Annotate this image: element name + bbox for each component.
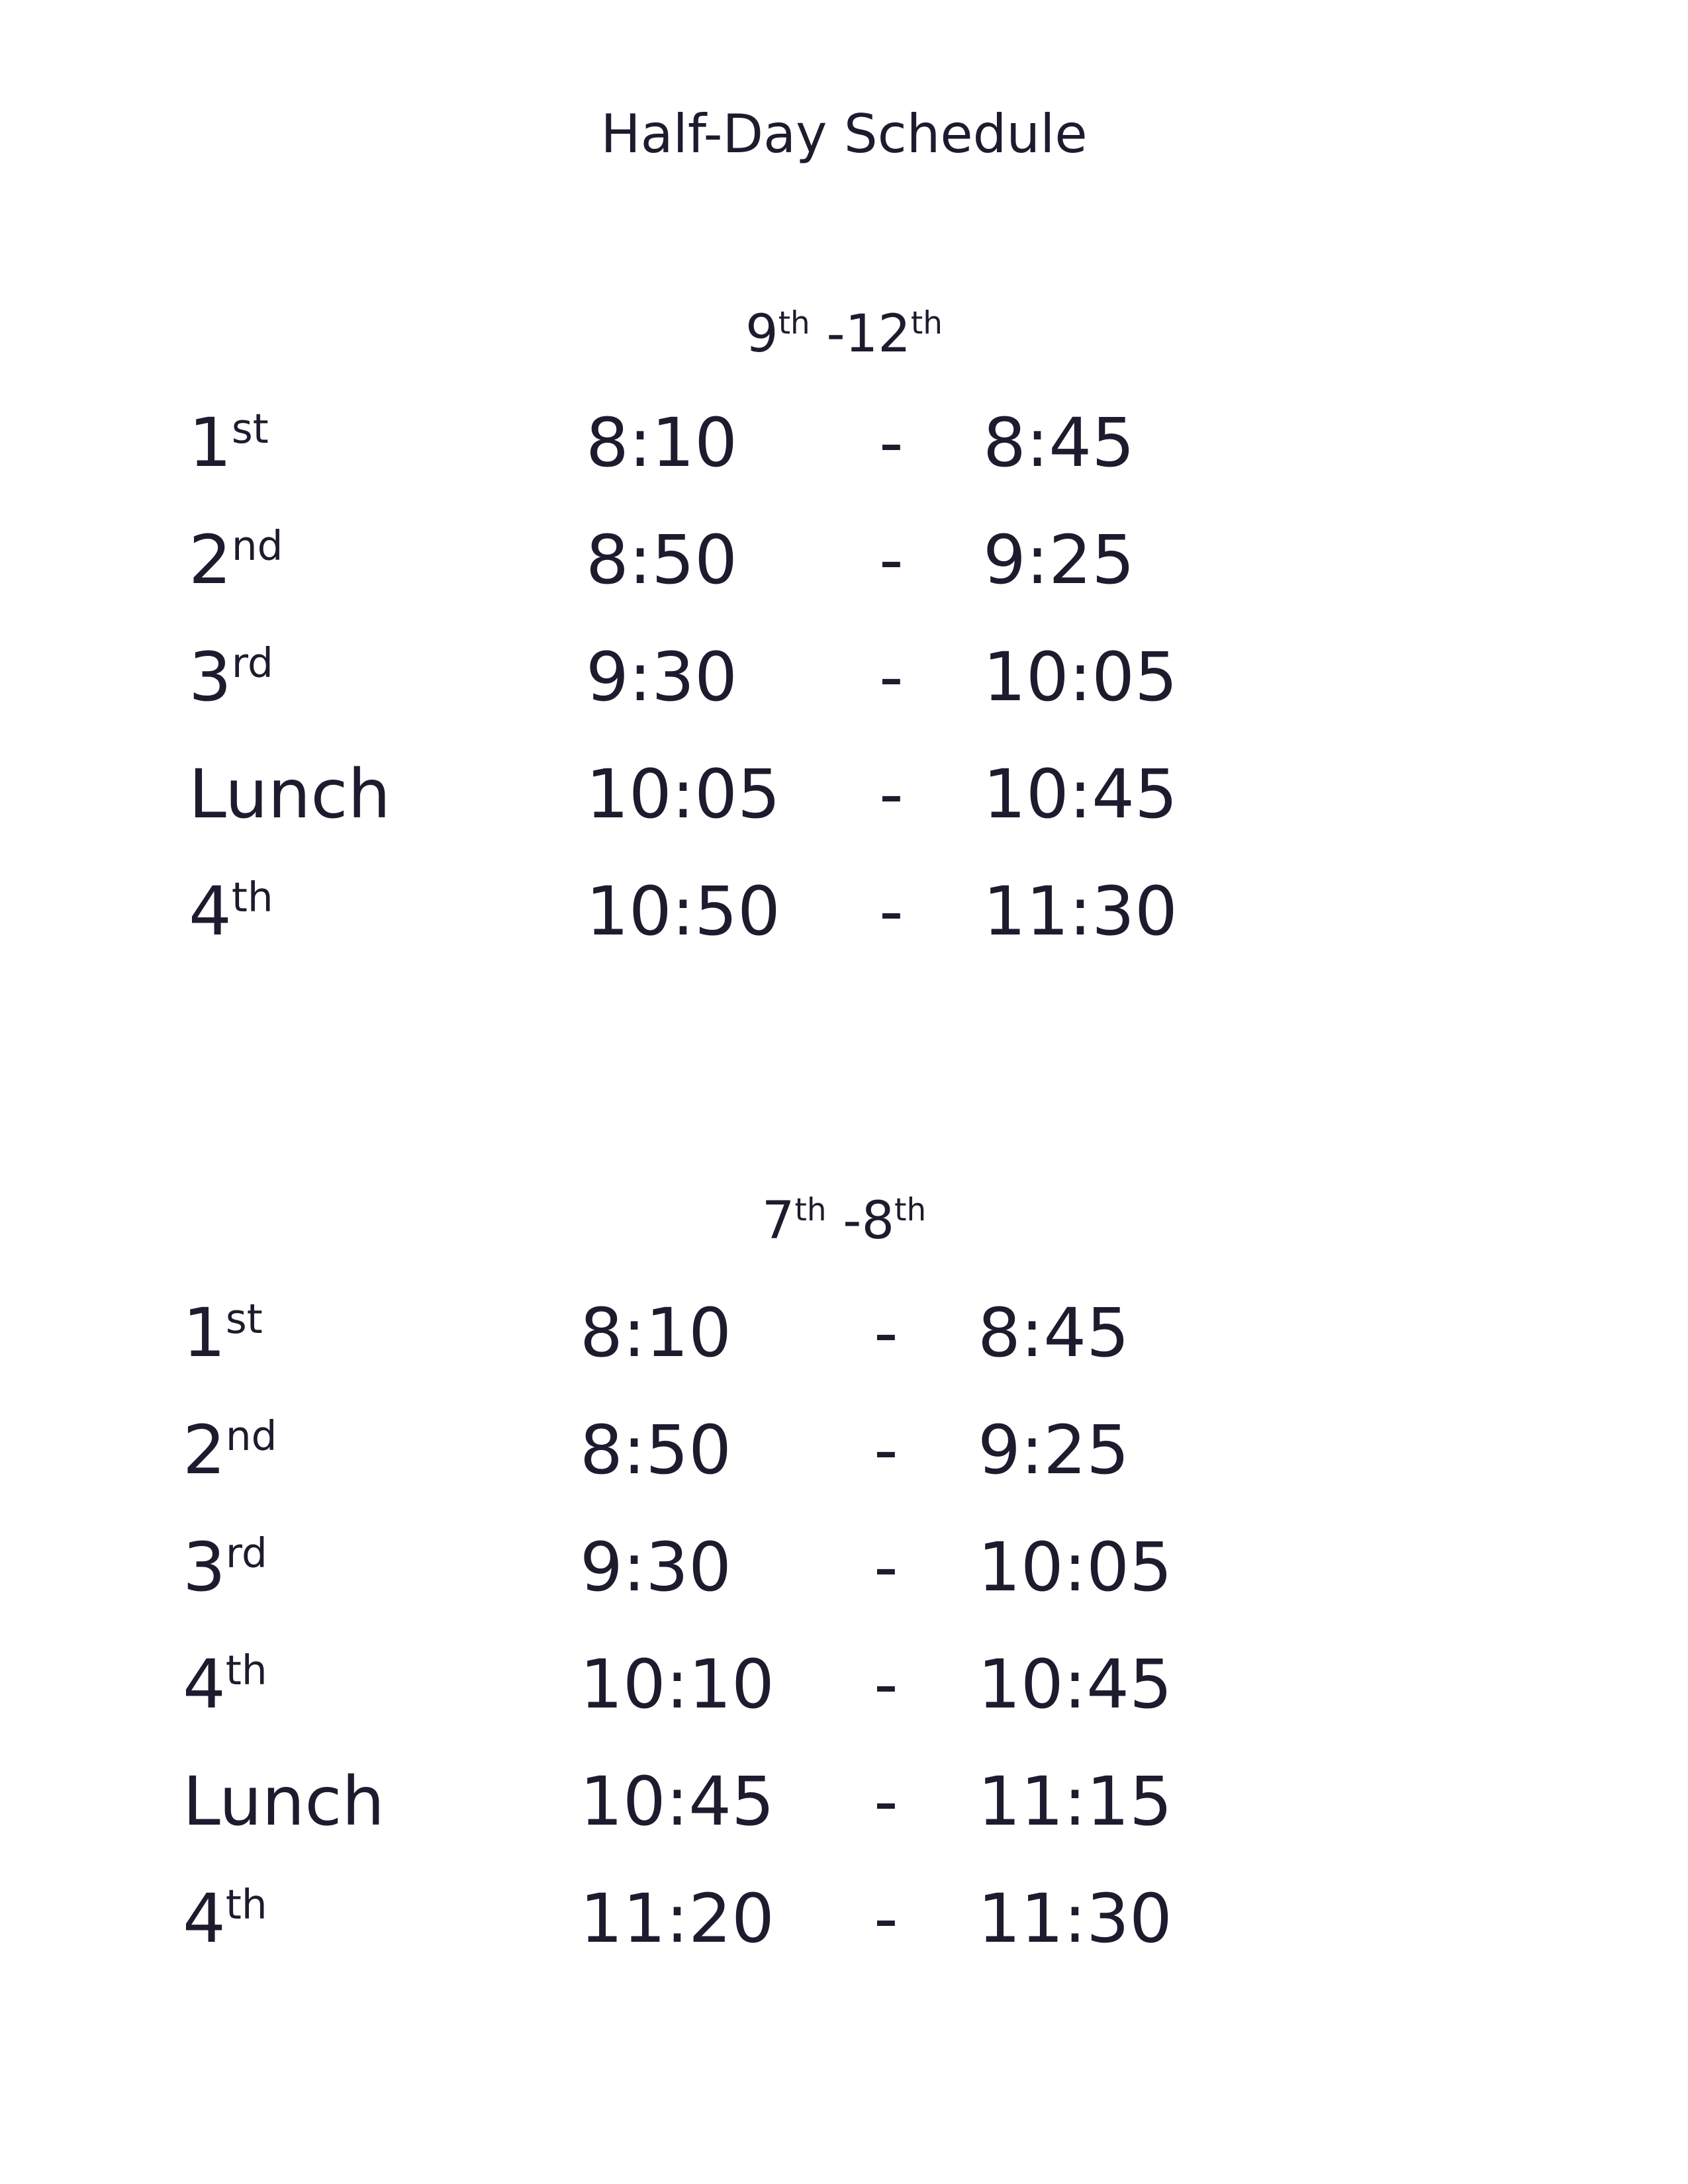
schedule-row [0, 1522, 1688, 1614]
schedule-row [0, 866, 1688, 958]
start-time: 11:20 [580, 1880, 774, 1958]
schedule-row [0, 1756, 1688, 1848]
end-time: 11:30 [983, 872, 1178, 951]
end-time: 8:45 [978, 1294, 1130, 1373]
heading-to-suffix: th [910, 306, 943, 341]
heading-from: 7 [761, 1191, 795, 1251]
period-label: 1st [189, 404, 269, 482]
time-separator: - [879, 638, 904, 717]
end-time: 10:45 [978, 1645, 1172, 1724]
time-separator: - [879, 521, 904, 600]
end-time: 11:15 [978, 1762, 1172, 1841]
time-separator: - [879, 755, 904, 834]
section-heading-7-8 [0, 1185, 1688, 1257]
heading-to: 12 [845, 304, 911, 364]
end-time: 10:05 [978, 1528, 1172, 1607]
heading-to: 8 [861, 1191, 895, 1251]
period-label: 4th [183, 1880, 267, 1958]
start-time: 10:50 [586, 872, 780, 951]
end-time: 9:25 [978, 1411, 1130, 1490]
time-separator: - [874, 1880, 898, 1958]
schedule-row [0, 1404, 1688, 1497]
end-time: 8:45 [983, 404, 1135, 482]
schedule-row [0, 397, 1688, 490]
heading-from-suffix: th [794, 1193, 827, 1228]
heading-from-suffix: th [778, 306, 810, 341]
period-label: 3rd [183, 1528, 267, 1607]
period-label: 4th [183, 1645, 267, 1724]
schedule-row [0, 1287, 1688, 1380]
schedule-row [0, 1873, 1688, 1966]
end-time: 10:05 [983, 638, 1178, 717]
start-time: 9:30 [580, 1528, 732, 1607]
start-time: 8:10 [580, 1294, 732, 1373]
time-separator: - [874, 1294, 898, 1373]
schedule-row [0, 631, 1688, 724]
end-time: 10:45 [983, 755, 1178, 834]
period-label: 1st [183, 1294, 263, 1373]
period-label: 2nd [183, 1411, 277, 1490]
end-time: 9:25 [983, 521, 1135, 600]
period-label: Lunch [183, 1762, 385, 1841]
start-time: 10:05 [586, 755, 780, 834]
period-label: 4th [189, 872, 273, 951]
schedule-row [0, 749, 1688, 841]
page-title: Half-Day Schedule [600, 103, 1088, 165]
schedule-row [0, 1639, 1688, 1731]
heading-join: - [810, 304, 845, 364]
time-separator: - [874, 1411, 898, 1490]
heading-join: - [826, 1191, 862, 1251]
start-time: 10:10 [580, 1645, 774, 1724]
period-label: 3rd [189, 638, 273, 717]
start-time: 10:45 [580, 1762, 774, 1841]
time-separator: - [874, 1528, 898, 1607]
start-time: 8:50 [580, 1411, 732, 1490]
heading-to-suffix: th [894, 1193, 927, 1228]
start-time: 8:10 [586, 404, 738, 482]
start-time: 8:50 [586, 521, 738, 600]
time-separator: - [879, 872, 904, 951]
time-separator: - [874, 1645, 898, 1724]
time-separator: - [874, 1762, 898, 1841]
start-time: 9:30 [586, 638, 738, 717]
section-heading-9-12 [0, 298, 1688, 371]
end-time: 11:30 [978, 1880, 1172, 1958]
period-label: Lunch [189, 755, 391, 834]
schedule-row [0, 514, 1688, 607]
period-label: 2nd [189, 521, 283, 600]
time-separator: - [879, 404, 904, 482]
heading-from: 9 [745, 304, 778, 364]
